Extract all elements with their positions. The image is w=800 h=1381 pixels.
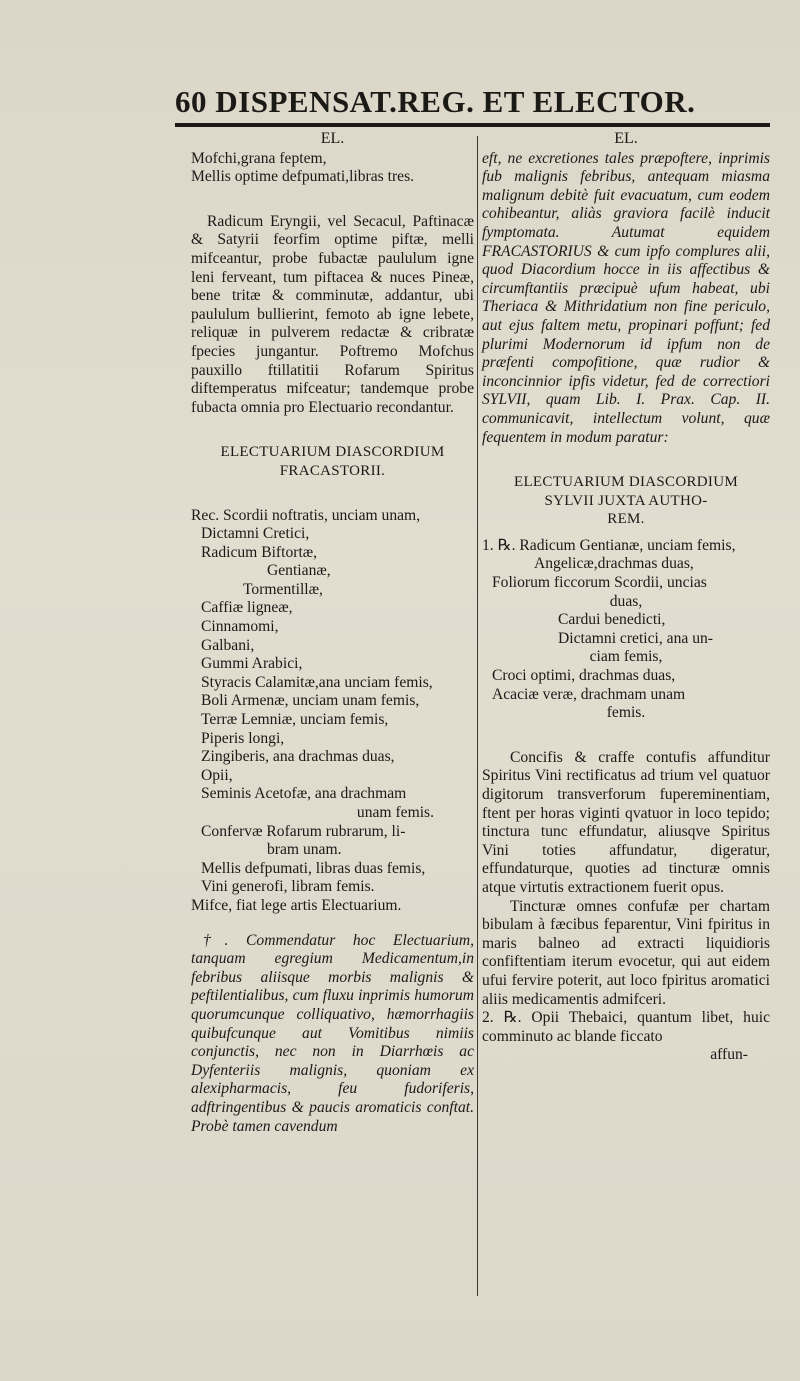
recipe-line: Terræ Lemniæ, unciam femis, xyxy=(201,711,389,729)
preparation-paragraph: 2. ℞. Opii Thebaici, quantum libet, huic comminuto ac blande ficcato xyxy=(482,1009,770,1045)
recipe-line: Seminis Acetofæ, ana drachmam xyxy=(201,785,407,803)
recipe-line: Cardui benedicti, xyxy=(558,611,666,629)
recipe-line: Radicum Biftortæ, xyxy=(201,543,318,561)
recipe-line: Zingiberis, ana drachmas duas, xyxy=(201,748,395,766)
electuary-title-author: REM. xyxy=(607,511,645,528)
preparation-paragraph: Concifis & craffe contufis affunditur Spiritus Vini rectificatus ad trium vel quatuor digitorum transverforum fupereminentiam, ftent per horas viginti qvatuor in loco tepido; tinctura tunc effundatur, aliusqve Spiritus Vini toties affundatur, digeratur, effundaturque, quoties ad tincturæ omnis atque virtutis extractionem fuerit opus. xyxy=(482,748,770,896)
recipe-line: 1. ℞. Radicum Gentianæ, unciam femis, xyxy=(482,536,736,554)
commentary-continuation: eft, ne excretiones tales præpoftere, inprimis fub malignis febribus, antequam miasma malignum debitè fuit evacuatum, cum eodem cohibeantur, aliàs graviora facilè inducit fymptomata. Autumat equidem FRACASTORIUS & cum ipfo complures alii, quod Diacordium hocce in iis affectibus & circumftantiis præcipuè ufum habeat, ubi Theriaca & Mithridatium non fine periculo, aut ejus faltem metu, propinari poffunt; fed plurimi Modernorum id ipfum non de præfenti compofitione, quæ rudior & inconcinnior ipfis videtur, fed de correctiori SYLVII, quam Lib. I. Prax. Cap. II. communicavit, intellectum volunt, quæ fequentem in modum paratur: xyxy=(482,149,770,446)
recipe-line: Dictamni cretici, ana un- xyxy=(558,629,714,647)
recipe-line: Vini generofi, libram femis. xyxy=(201,878,375,896)
recipe-line: unam femis. xyxy=(356,804,434,821)
recipe-line: Styracis Calamitæ,ana unciam femis, xyxy=(201,673,433,691)
running-header: 60 DISPENSAT.REG. ET ELECTOR. xyxy=(175,84,696,119)
column-divider xyxy=(477,136,478,1296)
recipe-line: Angelicæ,drachmas duas, xyxy=(534,555,694,573)
recipe-line: Cinnamomi, xyxy=(201,618,279,636)
electuary-title: ELECTUARIUM DIASCORDIUM xyxy=(514,474,738,491)
left-column xyxy=(191,130,474,1136)
preparation-paragraph: Radicum Eryngii, vel Secacul, Paftinacæ & Satyrii feorfim optime piftæ, melli mifceantur, probe fubactæ paululum igne leni ferveant, tum piftacea & nuces Pineæ, bene tritæ & comminutæ, addantur, ubi paululum bullierint, femoto ab igne lebete, reliquæ in pulverem redactæ & cribratæ fpecies jungantur. Poftremo Mofchus pauxillo ftillatitii Rofarum Spiritus diftemperatus mifceatur; tandemque probe fubacta omnia pro Electuario recondantur. xyxy=(191,212,474,416)
recipe-line: Mofchi,grana feptem, xyxy=(191,149,327,167)
recipe-line: Galbani, xyxy=(201,636,255,654)
electuary-title-author: FRACASTORII. xyxy=(279,462,386,479)
right-column-head: EL. xyxy=(614,130,638,147)
recipe-line: Rec. Scordii noftratis, unciam unam, xyxy=(191,506,421,524)
recipe-line: Opii, xyxy=(201,766,233,784)
recipe-line: Dictamni Cretici, xyxy=(201,525,310,543)
electuary-title-author: SYLVII JUXTA AUTHO- xyxy=(544,492,708,509)
recipe-line: femis. xyxy=(606,704,646,722)
recipe-line: bram unam. xyxy=(267,841,342,859)
recipe-line: Boli Armenæ, unciam unam femis, xyxy=(201,692,420,710)
recipe-line: Tormentillæ, xyxy=(243,580,323,598)
recipe-line: Gummi Arabici, xyxy=(201,655,303,673)
recipe-line: Croci optimi, drachmas duas, xyxy=(492,667,676,685)
header-rule xyxy=(175,123,770,127)
electuary-title: ELECTUARIUM DIASCORDIUM xyxy=(220,444,445,461)
commentary-note: †. Commendatur hoc Electuarium, tanquam egregium Medicamentum,in febribus aliisque morbis malignis & peftilentialibus, cum fluxu inprimis humorum quorumcunque colliquativo, hæmorrhagiis quibufcunque aut Vomitibus nimiis conjunctis, nec non in Diarrhœis ac Dyfenteriis malignis, quoniam ex alexipharmacis, feu fudoriferis, adftringentibus & paucis aromaticis conftat. Probè tamen cavendum xyxy=(191,931,474,1135)
recipe-line: ciam femis, xyxy=(589,648,663,666)
left-column-head: EL. xyxy=(320,130,345,147)
catchword: affun- xyxy=(710,1046,748,1064)
recipe-line: Caffiæ ligneæ, xyxy=(201,599,293,617)
recipe-line: duas, xyxy=(609,592,643,610)
recipe-line: Mifce, fiat lege artis Electuarium. xyxy=(191,896,402,914)
recipe-line: Piperis longi, xyxy=(201,729,285,747)
recipe-line: Gentianæ, xyxy=(267,562,331,580)
right-column xyxy=(482,130,770,1065)
recipe-line: Confervæ Rofarum rubrarum, li- xyxy=(201,822,406,840)
recipe-line: Mellis optime defpumati,libras tres. xyxy=(191,168,415,186)
recipe-line: Acaciæ veræ, drachmam unam xyxy=(492,685,686,703)
preparation-paragraph: Tincturæ omnes confufæ per chartam bibulam à fæcibus feparentur, Vini fpiritus in maris balneo ad extracti liquidioris confiftentiam iterum evocetur, qui aut eidem ufui fervire poterit, aut loco fpiritus aromatici aliis medicamentis admifceri. xyxy=(482,897,770,1008)
recipe-line: Foliorum ficcorum Scordii, uncias xyxy=(492,574,707,592)
recipe-line: Mellis defpumati, libras duas femis, xyxy=(201,859,426,877)
